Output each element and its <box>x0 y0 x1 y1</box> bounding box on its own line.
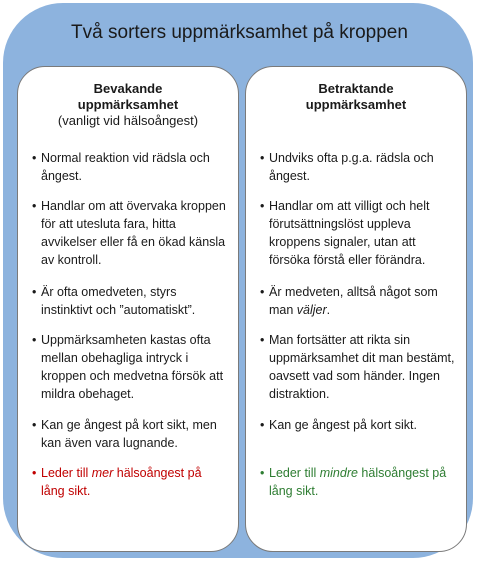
item-text <box>32 464 222 500</box>
outcome-emphasis: mindre <box>319 466 358 480</box>
list-item <box>32 149 228 185</box>
outcome-pre: Leder till <box>269 466 320 480</box>
outcome-emphasis: mer <box>91 466 114 480</box>
list-item <box>32 283 228 319</box>
item-text: Är ofta omedveten, styrs instinktivt och ”automatiskt”. <box>41 285 196 317</box>
item-text: Undviks ofta p.g.a. rädsla och ångest. <box>269 151 434 183</box>
list-item <box>32 416 228 452</box>
aware-pre: Är medveten, alltså något som man <box>269 285 438 317</box>
bullet-icon: • <box>260 333 265 347</box>
list-item <box>260 416 456 434</box>
panel-monitoring-attention <box>17 66 239 552</box>
item-text <box>260 464 450 500</box>
item-text <box>260 283 456 319</box>
panel-observing-attention <box>245 66 467 552</box>
aware-post: . <box>326 303 331 317</box>
item-text: Handlar om att övervaka kroppen för att utesluta fara, hitta avvikelser eller få en ökad känsla av kontroll. <box>41 199 226 267</box>
panel-heading <box>18 81 238 129</box>
heading-line-2: uppmärksamhet <box>77 97 179 112</box>
outcome-post: hälsoångest på lång sikt. <box>41 466 202 498</box>
list-item-outcome <box>32 464 222 500</box>
item-text: Kan ge ångest på kort sikt. <box>269 418 418 432</box>
aware-emphasis: väljer <box>296 303 327 317</box>
list-item <box>32 197 228 269</box>
bullet-icon: • <box>260 285 265 299</box>
heading-line-1: Betraktande <box>318 81 394 96</box>
bullet-icon: • <box>260 151 265 165</box>
item-text: Man fortsätter att rikta sin uppmärksamhet dit man bestämt, oavsett vad som händer. Ingen distraktion. <box>269 333 455 401</box>
outcome-pre: Leder till <box>41 466 92 480</box>
bullet-icon: • <box>32 466 37 480</box>
bullet-icon: • <box>260 199 265 213</box>
list-item-outcome <box>260 464 450 500</box>
heading-line-2: uppmärksamhet <box>305 97 407 112</box>
panel-subheading: (vanligt vid hälsoångest) <box>57 113 199 128</box>
heading-line-1: Bevakande <box>93 81 163 96</box>
bullet-icon: • <box>32 285 37 299</box>
panel-heading <box>246 81 466 113</box>
bullet-icon: • <box>260 418 265 432</box>
item-text: Normal reaktion vid rädsla och ångest. <box>41 151 210 183</box>
outcome-post: hälsoångest på lång sikt. <box>269 466 447 498</box>
list-item <box>260 149 456 185</box>
bullet-icon: • <box>32 333 37 347</box>
bullet-icon: • <box>260 466 265 480</box>
diagram-title: Två sorters uppmärksamhet på kroppen <box>71 22 408 43</box>
item-text: Handlar om att villigt och helt förutsättningslöst uppleva kroppens signaler, utan att försöka förstå eller förändra. <box>269 199 430 267</box>
item-text: Uppmärksamheten kastas ofta mellan obehagliga intryck i kroppen och medvetna försök att mildra obehaget. <box>41 333 224 401</box>
list-item <box>260 283 456 319</box>
list-item <box>260 331 456 403</box>
list-item <box>32 331 232 403</box>
bullet-icon: • <box>32 151 37 165</box>
bullet-icon: • <box>32 199 37 213</box>
item-text: Kan ge ångest på kort sikt, men kan även vara lugnande. <box>41 418 217 450</box>
list-item <box>260 197 456 269</box>
bullet-icon: • <box>32 418 37 432</box>
